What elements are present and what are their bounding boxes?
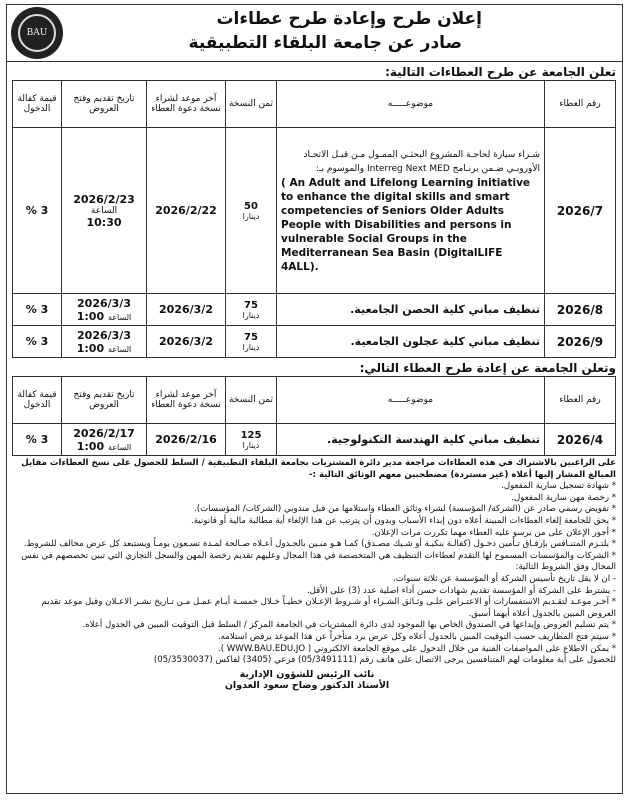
note-item: * يلتـزم المتنـافس بإرفـاق تـأمين دخـول (كفالـة بنكيـة أو شـيك مصـدق) كمـا هـو مبـين بالجـدول أعـلاه صـالحة لمـدة تسـعون يومـاً ويستبعد كل عرض مخالف للشروط. (23, 539, 616, 550)
price-value: 50 (244, 200, 258, 212)
header (7, 5, 622, 62)
col-guarantee: قيمة كفالة الدخول (13, 377, 62, 424)
tender-number: 2026/8 (545, 294, 616, 326)
note-item: * آخـر موعـد لتقـديم الاستفسارات أو الاعتـراض علـى وثـائق الشـراء أو شـروط الإعـلان خطيـاً خـلال خمسـة أيـام عمـل مـن تـاريخ نشـر الاعـلان وقبل موعد تقديم العروض المبين بالجدول أعلاه أيهما أسبق. (41, 597, 616, 619)
tender-announcement-page (6, 4, 623, 794)
section2-title: وتعلن الجامعة عن إعادة طرح العطاء التالي: (359, 361, 616, 375)
col-submission: تاريخ تقديم وفتح العروض (62, 81, 147, 128)
price-value: 75 (244, 299, 258, 311)
tender-submission (62, 424, 147, 456)
tender-last-purchase: 2026/3/2 (147, 326, 226, 358)
col-submission: تاريخ تقديم وفتح العروض (62, 377, 147, 424)
table-row (13, 294, 616, 326)
section1-title: تعلن الجامعة عن طرح العطاءات التالية: (385, 65, 616, 79)
submission-label: الساعة (107, 312, 132, 322)
tender-submission (62, 294, 147, 326)
submission-date: 2026/3/3 (77, 328, 131, 342)
price-value: 75 (244, 331, 258, 343)
col-guarantee: قيمة كفالة الدخول (13, 81, 62, 128)
tender-number: 2026/9 (545, 326, 616, 358)
submission-date: 2026/2/17 (73, 426, 135, 440)
tender-last-purchase: 2026/2/22 (147, 128, 226, 294)
tender-subject (277, 128, 545, 294)
note-item: * تفويض رسمي صادر عن (الشركة/ المؤسسة) لشراء وثائق العطاء واستلامها من قبل مندوبي (الشركات/ المؤسسات). (194, 504, 616, 515)
signature (207, 669, 407, 691)
tender-subject: تنظيف مباني كلية عجلون الجامعية. (277, 326, 545, 358)
col-last-purchase: آخر موعد لشراء نسخة دعوة العطاء (147, 81, 226, 128)
price-currency: دينارا (242, 310, 260, 320)
header-subtitle: صادر عن جامعة البلقاء التطبيقية (188, 33, 462, 53)
tender-last-purchase: 2026/2/16 (147, 424, 226, 456)
tender-number: 2026/4 (545, 424, 616, 456)
note-item: * يمكن الاطلاع على المواصفات الفنية من خلال الدخول على موقع الجامعة الالكتروني ( WWW.BAU.EDU.JO ). (217, 643, 616, 654)
header-title: إعلان طرح وإعادة طرح عطاءات (216, 9, 482, 29)
price-value: 125 (240, 429, 262, 441)
tender-price (226, 294, 277, 326)
signature-title: نائب الرئيس للشؤون الإدارية (239, 668, 375, 680)
note-item: * يتم تسليم العروض وإيداعها في الصندوق الخاص بها الموجود لدى دائرة المشتريات في الجامعة المركز / السلط قبل التوقيت المبين في الجدول أعلاه. (82, 620, 616, 631)
submission-date: 2026/2/23 (73, 192, 135, 206)
tender-number: 2026/7 (545, 128, 616, 294)
note-item: * رخصة مهن سارية المفعول. (511, 492, 616, 503)
note-item: - ان لا يقل تاريخ تأسيس الشركة أو المؤسسة عن ثلاثة سنوات. (392, 573, 616, 584)
table-row (13, 128, 616, 294)
note-item: * سيتم فتح المظاريف حسب التوقيت المبين بالجدول أعلاه وكل عرض يرد متأخراً عن هذا الموعد يرفض استلامه. (217, 631, 616, 642)
col-subject: موضوعـــــه (277, 81, 545, 128)
col-subject: موضوعـــــه (277, 377, 545, 424)
tender-last-purchase: 2026/3/2 (147, 294, 226, 326)
tender-guarantee: 3 % (13, 128, 62, 294)
price-currency: دينارا (242, 440, 260, 450)
price-currency: دينارا (242, 342, 260, 352)
note-item: للحصول على أية معلومات لهم المتنافسين يرجى الاتصال على هاتف رقم (05/3491111) فرعي (3405) لفاكس (05/3530037) (153, 655, 616, 666)
university-logo (11, 7, 63, 59)
logo-emblem: BAU (18, 14, 56, 52)
tender-submission (62, 326, 147, 358)
tender-guarantee: 3 % (13, 326, 62, 358)
submission-time: 1:00 (76, 309, 105, 323)
submission-label: الساعة (107, 344, 132, 354)
note-item: على الراغبين بالاشتراك في هذه العطاءات مراجعة مدير دائرة المشتريات بجامعة البلقاء التطبيقية / السلط للحصول على نسخ العطاءات مقابل المبالغ المشار إليها أعلاه (غير مستردة) مصطحبين معهم الوثائق التالية :- (21, 458, 616, 480)
submission-time: 1:00 (76, 341, 105, 355)
tender-subject: تنظيف مباني كلية الحصن الجامعية. (277, 294, 545, 326)
tender-guarantee: 3 % (13, 424, 62, 456)
notes (13, 458, 616, 667)
note-item: * يحق للجامعة إلغاء العطاءات المبينة أعلاه دون إبداء الأسباب وبدون أن يترتب عن هذا الإلغاء أية مطالبة مالية أو قانونية. (191, 515, 616, 526)
col-number: رقم العطاء (545, 377, 616, 424)
signature-name: الأستاذ الدكتور وضاح سعود العدوان (224, 679, 390, 691)
col-number: رقم العطاء (545, 81, 616, 128)
note-item: - يشترط على الشركة أو المؤسسة تقديم شهادات حسن أداء اصلية عدد (3) على الأقل. (306, 585, 616, 596)
table-row (13, 326, 616, 358)
tender-submission (62, 128, 147, 294)
submission-time: 1:00 (76, 439, 105, 453)
tender-guarantee: 3 % (13, 294, 62, 326)
col-price: ثمن النسخة (226, 377, 277, 424)
submission-label: الساعة (90, 205, 118, 216)
table-row (13, 424, 616, 456)
submission-time: 10:30 (86, 215, 122, 229)
tender-subject: تنظيف مباني كلية الهندسة التكنولوجية. (277, 424, 545, 456)
tender-subject-en: ( An Adult and Lifelong Learning initiative to enhance the digital skills and smart competencies of Seniors Older Adults People with Disabilities and persons in vulnerable Social Groups in the Mediterranean Sea Basin (DigitalLIFE 4ALL). (281, 176, 531, 273)
submission-label: الساعة (107, 442, 132, 452)
tender-price (226, 326, 277, 358)
retender-table (12, 376, 616, 456)
tenders-table (12, 80, 616, 358)
note-item: * الشركات والمؤسسات المسموح لها التقدم لعطاءات التنظيف هي المتخصصة في هذا المجال وعليهم تقديم رخصة المهن والسجل التجاري التي تبين تخصصهم في نفس المجال وفق الشروط التالية: (21, 550, 616, 573)
tender-price (226, 128, 277, 294)
price-currency: دينارا (242, 211, 260, 221)
table-header-row (13, 377, 616, 424)
col-last-purchase: آخر موعد لشراء نسخة دعوة العطاء (147, 377, 226, 424)
table-header-row (13, 81, 616, 128)
submission-date: 2026/3/3 (77, 296, 131, 310)
col-price: ثمن النسخة (226, 81, 277, 128)
tender-subject-ar: شـراء سيارة لحاجـة المشروع البحثـي الممـول مـن قبـل الاتحـاد الأوروبـي ضـمن برنـامج Interreg Next MED والموسوم بـ: (303, 149, 540, 174)
note-item: * أجور الإعلان على من يرسو عليه العطاء مهما تكررت مرات الإعلان. (371, 527, 616, 538)
tender-price (226, 424, 277, 456)
note-item: * شهادة تسجيل سارية المفعول. (501, 481, 616, 492)
